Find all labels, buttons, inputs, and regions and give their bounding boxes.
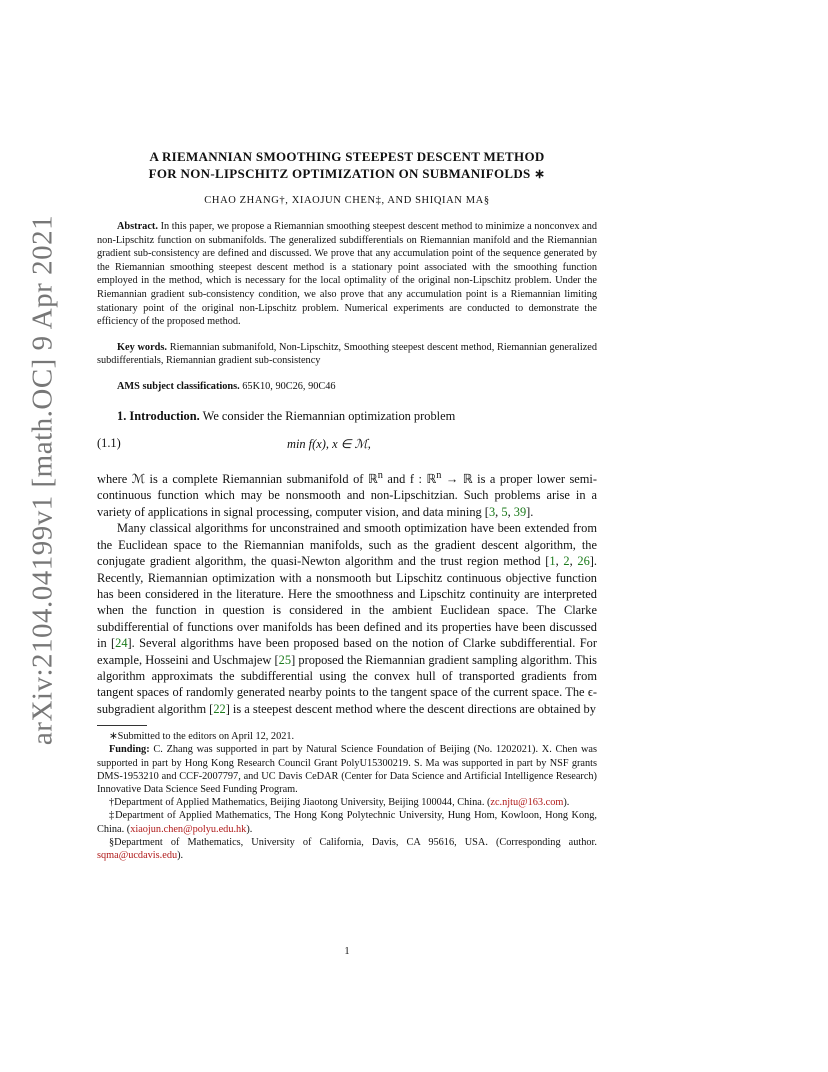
citation-link[interactable]: 39 — [513, 504, 527, 519]
keywords-label: Key words. — [117, 341, 167, 353]
p2-text-c: ]. Several algorithms have been proposed based on the notion of Clarke subdifferential. For example, Hosseini and Uschmajew [ — [97, 636, 597, 667]
equation-number: (1.1) — [97, 435, 121, 450]
email-link[interactable]: sqma@ucdavis.edu — [97, 849, 178, 861]
footnote-author-1 — [97, 796, 597, 809]
citation-link[interactable]: 1 — [549, 554, 556, 569]
ams-classifications — [97, 380, 597, 394]
p2-text-d: ] proposed the Riemannian gradient sampling algorithm. This algorithm approximats the subdifferential using the convex hull of transported gradients from tangent spaces of randomly generated nearby points to the tangent space of the current space. The ϵ-subgradient algorithm [ — [97, 652, 597, 716]
p1-sup-a: n — [377, 469, 383, 481]
citation-link[interactable]: 22 — [213, 701, 226, 716]
p2-text-b: ]. Recently, Riemannian optimization with a nonsmooth but Lipschitz continuous objective function has been considered in the literature. Here the smoothness and Lipschitz continuity are interpreted when the function in question is considered in the ambient Euclidean space. The Clarke subdifferential of functions over manifolds has been defined and its properties have been discussed in [ — [97, 554, 598, 651]
fn3-end: ). — [246, 823, 253, 835]
paper-title — [97, 148, 597, 182]
ams-text: 65K10, 90C26, 90C46 — [242, 380, 336, 392]
paragraph-1 — [97, 468, 597, 520]
p1-sep: , — [495, 504, 502, 519]
section-heading: 1. Introduction. — [117, 408, 200, 423]
keywords-text: Riemannian submanifold, Non-Lipschitz, Smoothing steepest descent method, Riemannian generalized subdifferentials, Riemannian gradient sub-consistency — [97, 341, 597, 367]
p1-sup-b: n — [436, 469, 442, 481]
keywords — [97, 341, 597, 368]
footnote-author-3 — [97, 836, 597, 862]
fn4-text: §Department of Mathematics, University of California, Davis, CA 95616, USA. (Corresponding author. — [109, 836, 597, 848]
p1-text-c: → ℝ is a proper lower semi-continuous function which may be nonsmooth and non-Lipschitzian. Such problems arise in a variety of applications in signal processing, computer vision, and data mining [ — [97, 472, 597, 519]
abstract-label: Abstract. — [117, 221, 158, 232]
footnote-submitted: ∗Submitted to the editors on April 12, 2021. — [109, 731, 295, 743]
introduction-lead — [97, 408, 597, 424]
citation-link[interactable]: 24 — [115, 636, 128, 651]
fn2-text: †Department of Applied Mathematics, Beijing Jiaotong University, Beijing 100044, China. ( — [109, 797, 491, 809]
footnote-divider — [97, 725, 147, 726]
funding-text: C. Zhang was supported in part by Natural Science Foundation of Beijing (No. 1202021). X. Chen was supported in part by Hong Kong Research Council Grant PolyU15300219. S. Ma was supported in part by NSF grants DMS-1953210 and CCF-2007797, and UC Davis CeDAR (Center for Data Science and Artificial Intelligence Research) Innovative Data Science Seed Funding Program. — [97, 744, 597, 795]
p1-sep: , — [507, 504, 514, 519]
email-link[interactable]: xiaojun.chen@polyu.edu.hk — [130, 823, 247, 835]
abstract — [97, 220, 597, 329]
ams-label: AMS subject classifications. — [117, 380, 240, 392]
p1-text-b: and f : ℝ — [382, 472, 437, 487]
footnote-funding — [97, 743, 597, 796]
fn3-text: ‡Department of Applied Mathematics, The Hong Kong Polytechnic University, Hung Hom, Kowloon, Hong Kong, China. ( — [97, 810, 597, 835]
title-line-1: A RIEMANNIAN SMOOTHING STEEPEST DESCENT METHOD — [149, 149, 545, 164]
arxiv-sidebar-stamp — [18, 214, 68, 746]
citation-link[interactable]: 26 — [577, 554, 590, 569]
email-link[interactable]: zc.njtu@163.com — [490, 797, 564, 809]
equation-body: min f(x), x ∈ ℳ, — [287, 436, 371, 451]
footnote-author-2 — [97, 809, 597, 835]
arxiv-id-text: arXiv:2104.04199v1 [math.OC] 9 Apr 2021 — [26, 214, 59, 746]
fn2-end: ). — [563, 797, 570, 809]
citation-link[interactable]: 2 — [563, 554, 570, 569]
abstract-text: In this paper, we propose a Riemannian smoothing steepest descent method to minimize a nonconvex and non-Lipschitz function on submanifolds. The generalized subdifferentials on Riemannian manifold and the Riemannian gradient sub-consistency are defined and discussed. We prove that any accumulation point of the sequence generated by the Riemannian smoothing steepest descent method is a stationary point associated with the smoothing function employed in the method, which is necessary for the local optimality of the original non-Lipschitz problem. Under the Riemannian gradient sub-consistency condition, we also prove that any accumulation point is a Riemannian limiting stationary point of the original non-Lipschitz problem. Numerical experiments are conducted to demonstrate the efficiency of the proposed method. — [97, 221, 597, 328]
p2-sep: , — [555, 554, 564, 569]
paragraph-2 — [97, 520, 597, 717]
p1-end: ]. — [526, 504, 534, 519]
equation-1-1 — [97, 436, 597, 458]
p2-sep: , — [569, 554, 578, 569]
title-line-2: FOR NON-LIPSCHITZ OPTIMIZATION ON SUBMANIFOLDS ∗ — [148, 166, 546, 181]
section-lead: We consider the Riemannian optimization problem — [202, 408, 456, 423]
p2-text-a: Many classical algorithms for unconstrained and smooth optimization have been extended from the Euclidean space to the Riemannian manifolds, such as the gradient descent algorithm, the conjugate gradient algorithm, the quasi-Newton algorithm and the trust region method [ — [97, 521, 597, 569]
fn4-end: ). — [177, 849, 184, 861]
funding-label: Funding: — [109, 744, 150, 756]
citation-link[interactable]: 5 — [501, 504, 508, 519]
author-list: CHAO ZHANG†, XIAOJUN CHEN‡, AND SHIQIAN MA§ — [204, 195, 490, 206]
p1-text-a: where ℳ is a complete Riemannian submanifold of ℝ — [97, 472, 378, 487]
citation-link[interactable]: 3 — [488, 504, 496, 519]
page-number: 1 — [344, 946, 350, 957]
citation-link[interactable]: 25 — [278, 652, 292, 667]
paper-page — [97, 148, 598, 957]
p2-text-e: ] is a steepest descent method where the descent directions are obtained by — [225, 701, 596, 716]
